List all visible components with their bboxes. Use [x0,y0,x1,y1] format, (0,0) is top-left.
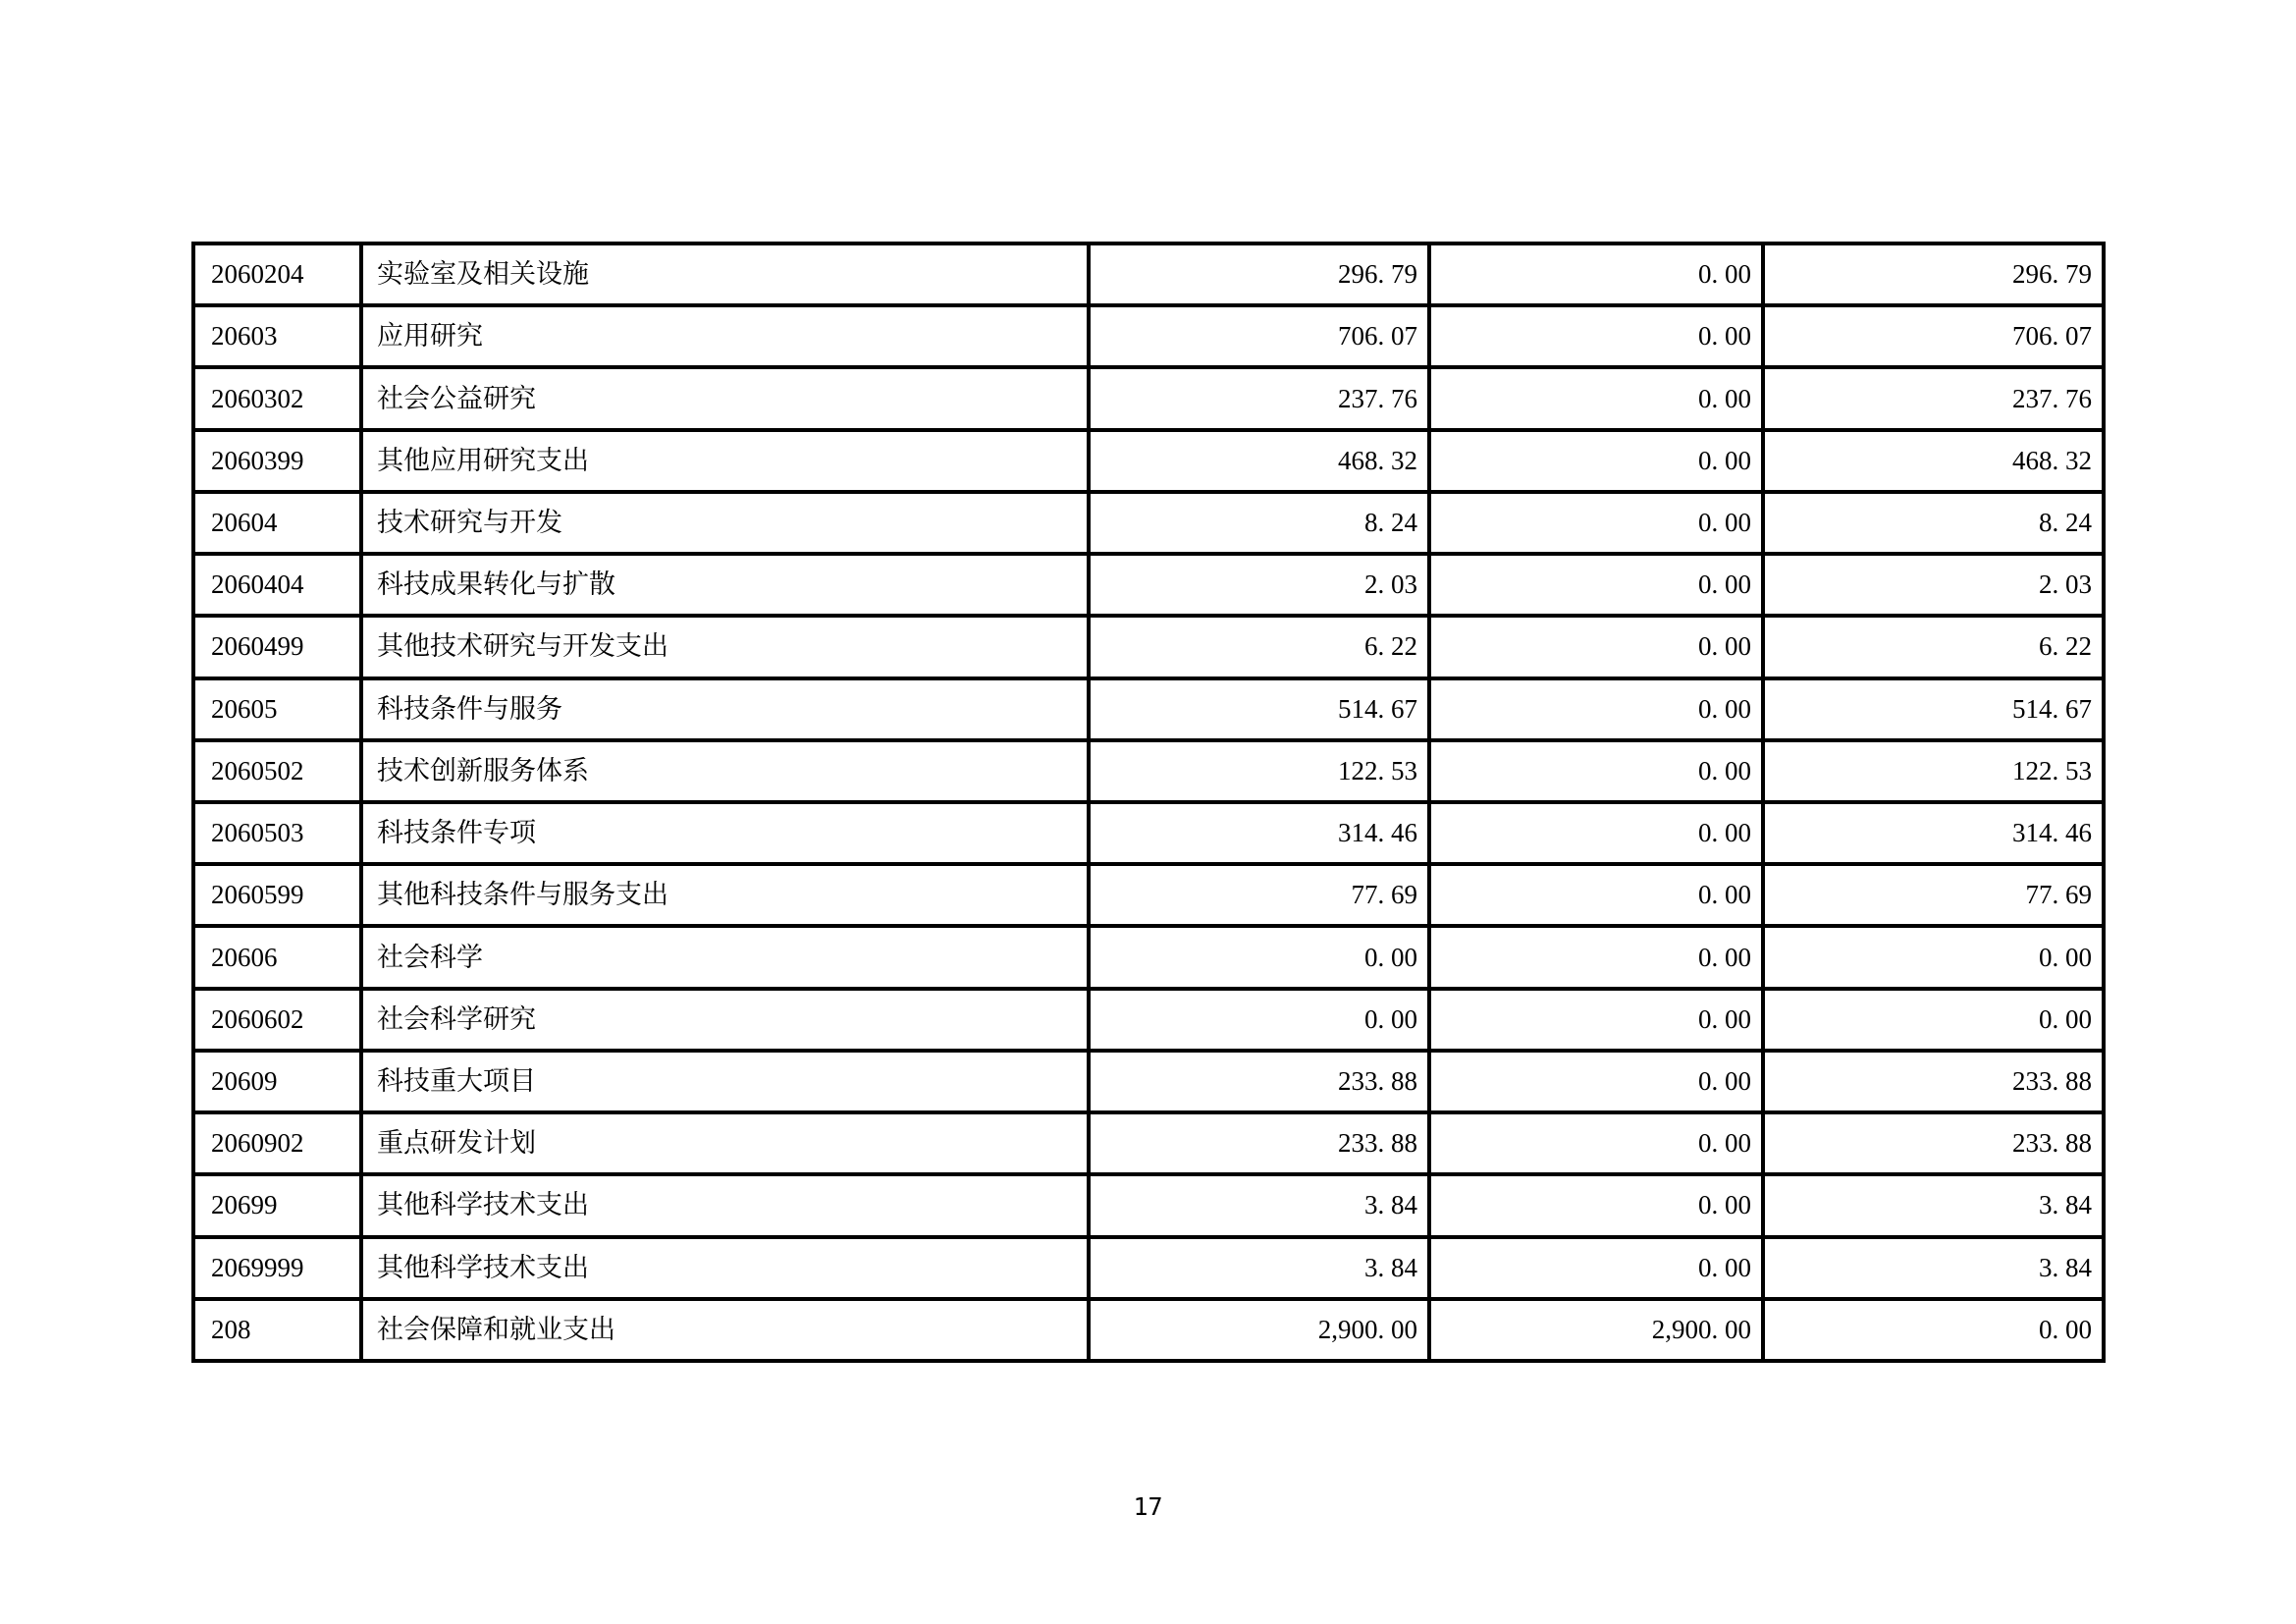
table-row [193,244,2104,305]
budget-code-cell: 2060902 [193,1112,361,1174]
budget-amount-cell-2: 0. 00 [1429,1112,1763,1174]
budget-amount-cell-3: 8. 24 [1763,492,2104,554]
budget-amount-cell-2: 0. 00 [1429,740,1763,802]
budget-amount-cell-1: 2. 03 [1089,554,1429,616]
budget-code-cell: 2069999 [193,1237,361,1299]
budget-name-cell: 社会科学 [361,926,1089,988]
budget-amount-cell-3: 2. 03 [1763,554,2104,616]
budget-amount-cell-2: 0. 00 [1429,244,1763,305]
budget-amount-cell-1: 0. 00 [1089,926,1429,988]
budget-amount-cell-3: 237. 76 [1763,367,2104,429]
budget-code-cell: 2060599 [193,864,361,926]
budget-amount-cell-2: 0. 00 [1429,616,1763,677]
budget-amount-cell-2: 0. 00 [1429,678,1763,740]
table-row [193,740,2104,802]
budget-amount-cell-3: 0. 00 [1763,1299,2104,1361]
budget-amount-cell-2: 0. 00 [1429,1051,1763,1112]
table-row [193,616,2104,677]
budget-name-cell: 其他应用研究支出 [361,430,1089,492]
budget-amount-cell-2: 2,900. 00 [1429,1299,1763,1361]
budget-name-cell: 科技重大项目 [361,1051,1089,1112]
budget-name-cell: 技术研究与开发 [361,492,1089,554]
budget-amount-cell-3: 3. 84 [1763,1237,2104,1299]
budget-code-cell: 2060399 [193,430,361,492]
budget-amount-cell-1: 237. 76 [1089,367,1429,429]
budget-name-cell: 科技条件与服务 [361,678,1089,740]
budget-name-cell: 社会公益研究 [361,367,1089,429]
budget-amount-cell-2: 0. 00 [1429,926,1763,988]
budget-amount-cell-3: 122. 53 [1763,740,2104,802]
budget-amount-cell-2: 0. 00 [1429,430,1763,492]
budget-name-cell: 实验室及相关设施 [361,244,1089,305]
budget-amount-cell-3: 233. 88 [1763,1051,2104,1112]
budget-amount-cell-3: 0. 00 [1763,989,2104,1051]
table-row [193,554,2104,616]
budget-code-cell: 20605 [193,678,361,740]
budget-code-cell: 2060499 [193,616,361,677]
budget-name-cell: 其他技术研究与开发支出 [361,616,1089,677]
budget-amount-cell-1: 2,900. 00 [1089,1299,1429,1361]
table-row [193,1299,2104,1361]
budget-amount-cell-3: 6. 22 [1763,616,2104,677]
table-row [193,864,2104,926]
budget-amount-cell-1: 3. 84 [1089,1237,1429,1299]
table-row [193,1112,2104,1174]
table-row [193,926,2104,988]
budget-code-cell: 20603 [193,305,361,367]
budget-code-cell: 20604 [193,492,361,554]
budget-amount-cell-2: 0. 00 [1429,367,1763,429]
table-row [193,1051,2104,1112]
budget-name-cell: 其他科学技术支出 [361,1237,1089,1299]
budget-name-cell: 科技成果转化与扩散 [361,554,1089,616]
budget-name-cell: 其他科技条件与服务支出 [361,864,1089,926]
table-row [193,1174,2104,1236]
budget-code-cell: 20699 [193,1174,361,1236]
budget-code-cell: 2060302 [193,367,361,429]
budget-amount-cell-1: 122. 53 [1089,740,1429,802]
budget-amount-cell-2: 0. 00 [1429,305,1763,367]
budget-amount-cell-1: 0. 00 [1089,989,1429,1051]
budget-name-cell: 应用研究 [361,305,1089,367]
budget-amount-cell-1: 468. 32 [1089,430,1429,492]
budget-amount-cell-1: 706. 07 [1089,305,1429,367]
budget-code-cell: 2060404 [193,554,361,616]
budget-amount-cell-3: 233. 88 [1763,1112,2104,1174]
budget-amount-cell-1: 77. 69 [1089,864,1429,926]
table-row [193,367,2104,429]
budget-amount-cell-1: 8. 24 [1089,492,1429,554]
budget-amount-cell-1: 3. 84 [1089,1174,1429,1236]
budget-name-cell: 社会保障和就业支出 [361,1299,1089,1361]
table-row [193,430,2104,492]
budget-table-body [193,244,2104,1361]
budget-amount-cell-3: 468. 32 [1763,430,2104,492]
budget-name-cell: 其他科学技术支出 [361,1174,1089,1236]
budget-name-cell: 社会科学研究 [361,989,1089,1051]
budget-table [191,242,2106,1363]
budget-code-cell: 2060502 [193,740,361,802]
budget-amount-cell-2: 0. 00 [1429,1174,1763,1236]
page-number: 17 [1133,1492,1163,1521]
budget-code-cell: 2060204 [193,244,361,305]
budget-amount-cell-1: 314. 46 [1089,802,1429,864]
table-row [193,1237,2104,1299]
budget-code-cell: 2060503 [193,802,361,864]
budget-amount-cell-2: 0. 00 [1429,802,1763,864]
table-row [193,678,2104,740]
budget-code-cell: 20606 [193,926,361,988]
budget-amount-cell-1: 296. 79 [1089,244,1429,305]
table-row [193,989,2104,1051]
budget-amount-cell-1: 233. 88 [1089,1051,1429,1112]
table-row [193,802,2104,864]
table-row [193,305,2104,367]
budget-amount-cell-3: 3. 84 [1763,1174,2104,1236]
budget-amount-cell-2: 0. 00 [1429,492,1763,554]
budget-amount-cell-3: 514. 67 [1763,678,2104,740]
budget-amount-cell-3: 77. 69 [1763,864,2104,926]
budget-amount-cell-3: 706. 07 [1763,305,2104,367]
budget-code-cell: 2060602 [193,989,361,1051]
budget-name-cell: 技术创新服务体系 [361,740,1089,802]
budget-amount-cell-2: 0. 00 [1429,989,1763,1051]
budget-name-cell: 重点研发计划 [361,1112,1089,1174]
budget-amount-cell-3: 0. 00 [1763,926,2104,988]
budget-amount-cell-3: 314. 46 [1763,802,2104,864]
budget-amount-cell-2: 0. 00 [1429,554,1763,616]
budget-code-cell: 208 [193,1299,361,1361]
budget-amount-cell-2: 0. 00 [1429,864,1763,926]
table-row [193,492,2104,554]
budget-amount-cell-1: 514. 67 [1089,678,1429,740]
budget-amount-cell-1: 233. 88 [1089,1112,1429,1174]
budget-name-cell: 科技条件专项 [361,802,1089,864]
budget-amount-cell-2: 0. 00 [1429,1237,1763,1299]
budget-amount-cell-3: 296. 79 [1763,244,2104,305]
budget-amount-cell-1: 6. 22 [1089,616,1429,677]
budget-code-cell: 20609 [193,1051,361,1112]
